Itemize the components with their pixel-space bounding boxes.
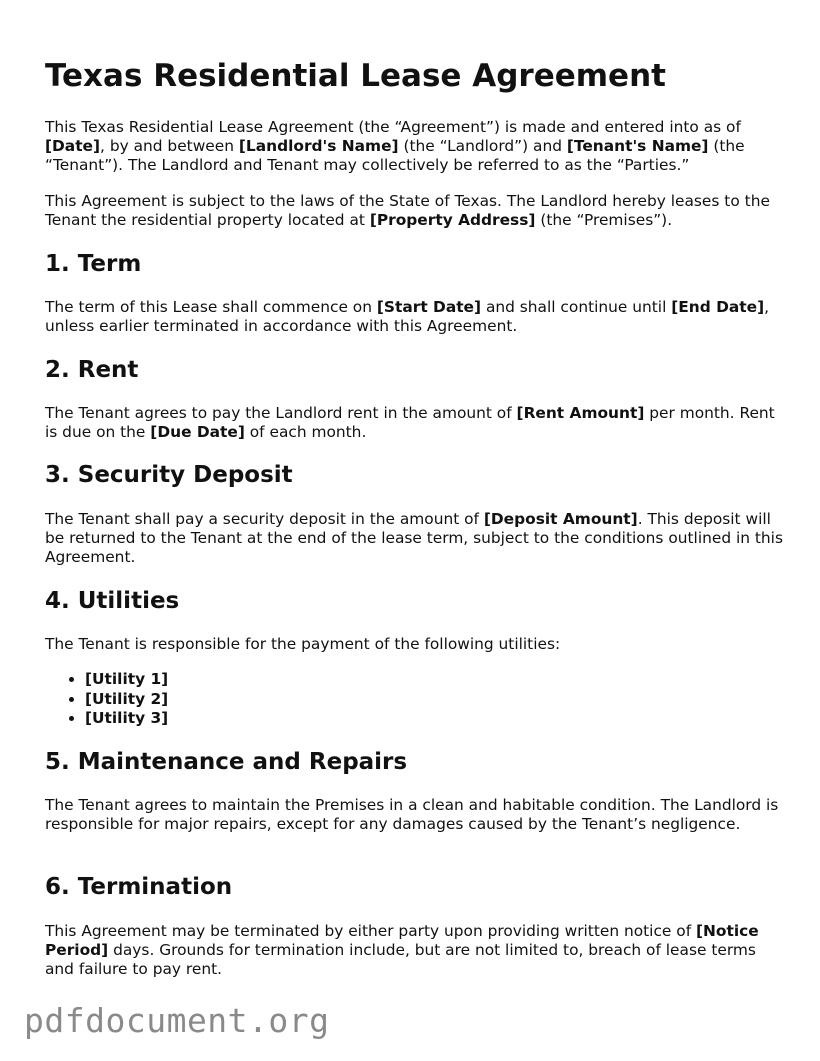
list-item: • [Utility 1] bbox=[85, 670, 820, 690]
notice-period-placeholder: [Notice Period] bbox=[45, 922, 759, 959]
list-item: • [Utility 2] bbox=[85, 690, 820, 710]
watermark-text: pdfdocument.org bbox=[24, 1001, 330, 1040]
intro-paragraph-parties: This Texas Residential Lease Agreement (the “Agreement”) is made and entered into as of [Date], by and between [Landlord's Name] (the “Landlord”) and [Tenant's Name] (the “Tenant”). The Landlord and Tenant may collectively be referred to as the “Parties.” bbox=[45, 118, 745, 174]
section-termination-text: This Agreement may be terminated by either party upon providing written notice of [Notice Period] days. Grounds for termination include, but are not limited to, breach of lease terms and failure to pay rent. bbox=[45, 922, 759, 978]
section-heading-termination: 6. Termination bbox=[45, 874, 233, 900]
rent-amount-placeholder: [Rent Amount] bbox=[516, 404, 645, 422]
start-date-placeholder: [Start Date] bbox=[376, 298, 482, 316]
due-date-placeholder: [Due Date] bbox=[150, 423, 245, 441]
section-heading-maintenance: 5. Maintenance and Repairs bbox=[45, 749, 408, 775]
deposit-amount-placeholder: [Deposit Amount] bbox=[483, 510, 638, 528]
landlord-name-placeholder: [Landlord's Name] bbox=[238, 137, 399, 155]
section-rent-text: The Tenant agrees to pay the Landlord rent in the amount of [Rent Amount] per month. Rent is due on the [Due Date] of each month. bbox=[45, 404, 775, 441]
list-item: • [Utility 3] bbox=[85, 709, 820, 729]
section-deposit-text: The Tenant shall pay a security deposit in the amount of [Deposit Amount]. This deposit will be returned to the Tenant at the end of the lease term, subject to the conditions outlined in this Agreement. bbox=[45, 510, 783, 566]
end-date-placeholder: [End Date] bbox=[671, 298, 765, 316]
tenant-name-placeholder: [Tenant's Name] bbox=[566, 137, 709, 155]
section-heading-term: 1. Term bbox=[45, 251, 142, 277]
document-title: Texas Residential Lease Agreement bbox=[45, 58, 666, 94]
section-heading-utilities: 4. Utilities bbox=[45, 588, 180, 614]
section-heading-security-deposit: 3. Security Deposit bbox=[45, 462, 293, 488]
date-placeholder: [Date] bbox=[45, 137, 101, 155]
section-utilities-text: The Tenant is responsible for the payment of the following utilities: bbox=[45, 635, 561, 653]
intro-paragraph-premises: This Agreement is subject to the laws of the State of Texas. The Landlord hereby leases to the Tenant the residential property located at [Property Address] (the “Premises”). bbox=[45, 192, 770, 229]
section-maintenance-text: The Tenant agrees to maintain the Premises in a clean and habitable condition. The Landlord is responsible for major repairs, except for any damages caused by the Tenant’s negligence. bbox=[45, 796, 779, 833]
property-address-placeholder: [Property Address] bbox=[369, 211, 536, 229]
section-term-text: The term of this Lease shall commence on [Start Date] and shall continue until [End Date], unless earlier terminated in accordance with this Agreement. bbox=[45, 298, 770, 335]
section-heading-rent: 2. Rent bbox=[45, 357, 139, 383]
utilities-list bbox=[45, 670, 820, 729]
